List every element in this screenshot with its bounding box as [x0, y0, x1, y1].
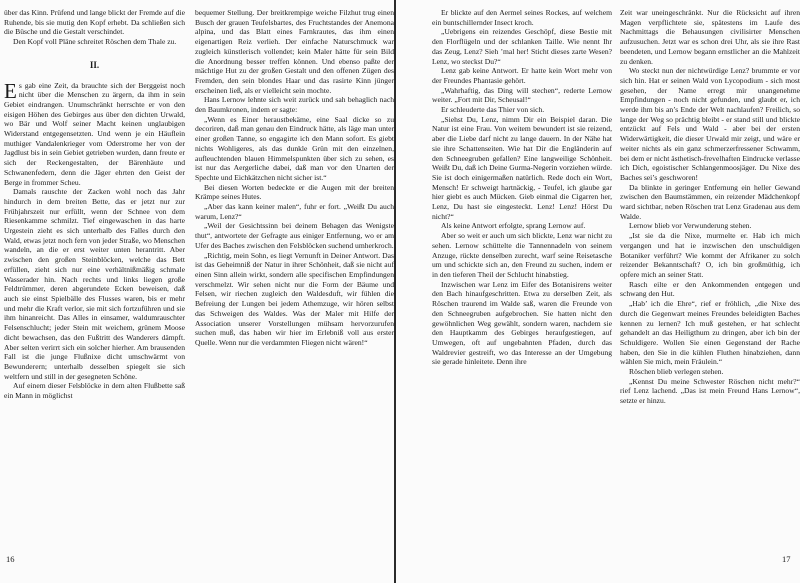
paragraph: Lenz gab keine Antwort. Er hatte kein Wort mehr von der Freundes Phantasie gehört. [432, 66, 612, 85]
paragraph: Da blinkte in geringer Entfernung ein heller Gewand zwischen den Baumstämmen, ein reizender Mädchenkopf ward sichtbar, neben Röschen trat Lenz Gradenau aus dem Walde. [620, 182, 800, 221]
drop-cap: E [4, 78, 17, 103]
paragraph: „Kennst Du meine Schwester Röschen nicht mehr?“ rief Lenz lachend. „Das ist mein Freund Hans Lernow“, setzte er hinzu. [620, 376, 800, 406]
paragraph: „Siehst Du, Lenz, nimm Dir ein Beispiel daran. Die Natur ist eine Frau. Von weitem bewundert ist sie reizend, aber die Liebe darf nicht zu lange dauern. In der Nähe hat sie ihre Schattenseiten. Wie hat Dir die Engländerin auf den Schneegruben gefallen? Eine langweilige Schönheit. Weißt Du, daß ich Deine Gurma-Negerin vorziehen würde. Sie ist doch einigermaßen natürlich. Rede doch ein Wort, Mensch! Er schweigt hartnäckig, - Teufel, ich glaube gar hier giebt es auch Mücken. Gieb einmal die Cigarren her, Lenz, Du hast sie eingesteckt. Lenz! Lenz! Hörst Du nicht?“ [432, 114, 612, 221]
paragraph: Damals rauschte der Zacken wohl noch das Jahr hindurch in dem breiten Bette, das er jetzt nur zur Frühjahrszeit nur erfüllt, wenn der Schnee von dem Riesenkamme schmilzt. Tief eingewaschen in das harte Urgestein zieht es sich unterhalb des Falles durch den Wald, etwas jetzt noch fern von jeder Straße, wo Menschen wandeln, an die er erst weiter unten herantritt. Aber zwischen den großen Steinblöcken, welche das Bett erfüllen, zieht sich nur eine verhältnißmäßig schmale Wasserader hin. Nach rechts und links liegen große Feldtrümmer, deren abgerundete Ecken beweisen, daß auch sie einst Spielbälle des Flusses waren, bis er mehr und mehr die Kraft verlor, sie mit sich fortzuführen und sie ihm hinanreicht. Das Alles in einsamer, waldumrauschter Felsenschlucht; jeder Stein mit weichem, grünem Moose dicht bewachsen, das den Fußtritt des Wanderers dämpft. Aber selten verirrt sich ein solcher hierher. Am brausenden Fall ist die junge Flußnixe dicht umschwärmt von Bewunderern; unterhalb desselben spiegelt sie sich weltfern und still in der gesegneten Schöne. [4, 187, 185, 381]
paragraph [4, 78, 185, 188]
paragraph: Zeit war uneingeschränkt. Nur die Rücksicht auf ihren Magen verpflichtete sie, spätestens im Laufe des Nachmittags die Behausungen civilisirter Menschen aufzusuchen. Jetzt war es schon drei Uhr, als sie ihre Rast beendeten, und Lernow begann ernstlicher an die Mahlzeit zu denken. [620, 8, 800, 66]
paragraph: „Wahrhaftig, das Ding will stechen“, rederte Lernow weiter. „Fort mit Dir, Scheusal!“ [432, 85, 612, 105]
left-closing-line: Den Kopf voll Pläne schreitet Röschen dem Thale zu. [13, 37, 177, 47]
paragraph: Er blickte auf den Aermel seines Rockes, auf welchem ein buntschillernder Insect kroch. [432, 8, 612, 27]
paragraph: „Hab’ ich die Ehre“, rief er fröhlich, „die Nixe des durch die Gegenwart meines Freundes beleidigten Baches kennen zu lernen? Ich muß gestehen, er hat schlecht gehandelt an das Heiligthum zu dringen, aber ich bin der Schuldigere. Wollen Sie einen Gegenstand der Rache haben, den Sie in die kühlen Fluthen hinabziehen, dann wählen Sie mich, mein Fräulein.“ [620, 299, 800, 367]
right-page-column-1 [432, 8, 612, 548]
right-page [396, 0, 800, 583]
paragraph: „Weil der Gesichtssinn bei deinem Behagen das Wenigste thut“, antwortete der Gefragte aus einiger Entfernung, wo er am Ufer des Baches zwischen den Felsblöcken suchend umherkroch. [195, 221, 394, 250]
paragraph: Röschen blieb verlegen stehen. [629, 367, 724, 377]
left-page-column-2 [195, 8, 394, 548]
section-heading: II. [89, 59, 100, 70]
paragraph: „Ist sie da die Nixe, murmelte er. Hab ich mich vergangen und hat ie inzwischen den unschuldigen Botaniker verführt? Wie kommt der Afrikaner zu solch reizender Bekanntschaft? O, ich bin großmüthig, ich opfere mich an seiner Statt. [620, 231, 800, 279]
paragraph: Er schleuderte das Thier von sich. [441, 105, 545, 115]
paragraph: bequemer Stellung. Der breitkrempige weiche Filzhut trug einen Busch der grauen Teufelsbartes, des Fruchtstandes der Anemona alpina, und das Blatt eines Farnkrautes, das ihm einen eigenartigen Reiz verlieh. Der einfache Naturschmuck war zugleich künstlerisch vollendet; kein Maler hätte für sein Bild die Anordnung besser treffen können. Und ebenso paßte der mächtige Hut zu der großen Gestalt und den offenen Zügen des Fremden, den sein blondes Haar und das rasirte Kinn jünger erscheinen ließ, als er vielleicht sein mochte. [195, 8, 394, 95]
left-page [0, 0, 394, 583]
paragraph-text: s gab eine Zeit, da brauchte sich der Berggeist noch nicht über die Menschen zu ärgern, da ihm in sein Gebiet eindrangen. Unumschränkt herrschte er von den eisigen Höhen des Gebirges aus über den dichten Urwald, wo Bär und Wolf seiner Macht keinen unglaubigen Widerstand entgegensetzten. Und wenn je ein Häuflein muthiger Vandalenkrieger vom Oderstrome her von der Jagdlust bis in sein Gebiet getrieben wurden, dann freute er sich der Reckengestalten, der Bärenhäute und Schwanenfedern, denn die Jäger ehrten den Geist der Berge in frommer Scheu. [4, 80, 185, 187]
paragraph: Aber so weit er auch um sich blickte, Lenz war nicht zu sehen. Lernow schüttelte die Tannennadeln von seinem Anzuge, rückte denselben zurecht, warf seine Reisetasche um und schickte sich an, den Freund zu suchen, indem er in den tieferen Theil der Schlucht hinabstieg. [432, 231, 612, 279]
page-number-left: 16 [6, 554, 15, 564]
paragraph: Als keine Antwort erfolgte, sprang Lernow auf. [441, 221, 586, 231]
paragraph: „Aber das kann keiner malen“, fuhr er fort. „Weißt Du auch warum, Lenz?“ [195, 202, 394, 221]
right-page-column-2 [620, 8, 800, 548]
paragraph: Bei diesen Worten bedeckte er die Augen mit der breiten Krämpe seines Hutes. [195, 182, 394, 202]
paragraph: Rasch eilte er den Ankommenden entgegen und schwang den Hut. [620, 279, 800, 299]
paragraph: Lernow blieb vor Verwunderung stehen. [629, 221, 752, 231]
paragraph: „Richtig, mein Sohn, es liegt Vernunft in Deiner Antwort. Das ist das Geheimniß der Natur in ihrer Schönheit, daß sie nicht auf einen Sinn allein wirkt, sondern alle specifischen Empfindungen verschmelzt. Wir sehen nicht nur die Form der Bäume und Felsen, wir riechen zugleich den Waldesduft, wir fühlen die Befreiung der Lungen bei jedem Athemzuge, wir hören selbst das Schweigen des Waldes. Was der Maler mit Hilfe der Association unserer Vorstellungen mühsam hervorzurufen suchen muß, das haben wir hier im Erlebniß voll aus erster Quelle. Wenn nur die verdammten Fliegen nicht wären!“ [195, 250, 394, 347]
page-number-right: 17 [782, 554, 791, 564]
paragraph: Hans Lernow lehnte sich weit zurück und sah behaglich nach den Baumkronen, indem er sagte: [195, 95, 394, 115]
paragraph: Inzwischen war Lenz im Eifer des Botanisirens weiter den Bach hinaufgeschritten. Etwa zu derselben Zeit, als Röschen traurend im Walde saß, waren die Freunde von den Schneegruben aufgebrochen. Sie hatten nicht den gewöhnlichen Weg gewählt, sondern waren, nachdem sie den Hauptkamm des Gebirges heraufgestiegen, auf Umwegen, oft auf ungebahnten Pfaden, durch das Waldrevier gestreift, wo das Interesse an der Umgebung sie gerade hinleitete. Denn ihre [432, 279, 612, 367]
left-page-column-1 [4, 8, 185, 548]
paragraph: „Uebrigens ein reizendes Geschöpf, diese Bestie mit den Florflügeln und der schlanken Taille. Wie nennt Ihr das Zeug, Lenz? Sieh ’mal her! Sticht dieses zarte Wesen? Lenz, wo steckst Du?“ [432, 27, 612, 66]
left-top-paragraph: über das Kinn. Prüfend und lange blickt der Fremde auf die Ruhende, bis sie mutig den Kopf erhebt. Da schließen sich die Büsche und die Gestalt verschindet. [4, 8, 185, 37]
paragraph: „Wenn es Einer heraustbekäme, eine Saal dicke so zu decoriren, daß man genau den Eindruck hätte, als läge man unter einer großen Tanne, so engagirte ich den Mann sofort. Es giebt nichts Wohligeres, als das dunkle Grün mit den einzelnen, aufleuchtenden blauen Himmelspunkten über sich zu sehen, es ist nur das Aergerliche dabei, daß man vor den Unarten der Spechte und Eichkätzchen nicht sicher ist.“ [195, 114, 394, 182]
paragraph: Auf einem dieser Felsblöcke in dem alten Flußbette saß ein Mann in möglichst [4, 381, 185, 401]
paragraph: Wo steckt nun der nichtwürdige Lenz? brummte er vor sich hin. Hat er seinen Wald von Lycopodium - sich most gesehen, der Name erregt mir unangenehme Empfindungen - noch nicht gefunden, und glaubt er, ich werde ihm bis an’s Ende der Welt nachlaufen? Freilich, so lange der Weg so prächtig bleibt - er stand still und blickte entzückt auf Fels und Wald - aber bei der ersten Widerwärtigkeit, die dieser Urwald mir zeigt, und wäre er weiter nichts als ein ganz schmerzerfressener Schwamm, bei dem er nicht ästhetisch-frevelhaften Eindrucke verlasse ich Dich, egoistischer Schlangenmoosjäger. Du Nixe des Baches sei’s geschworen! [620, 66, 800, 182]
